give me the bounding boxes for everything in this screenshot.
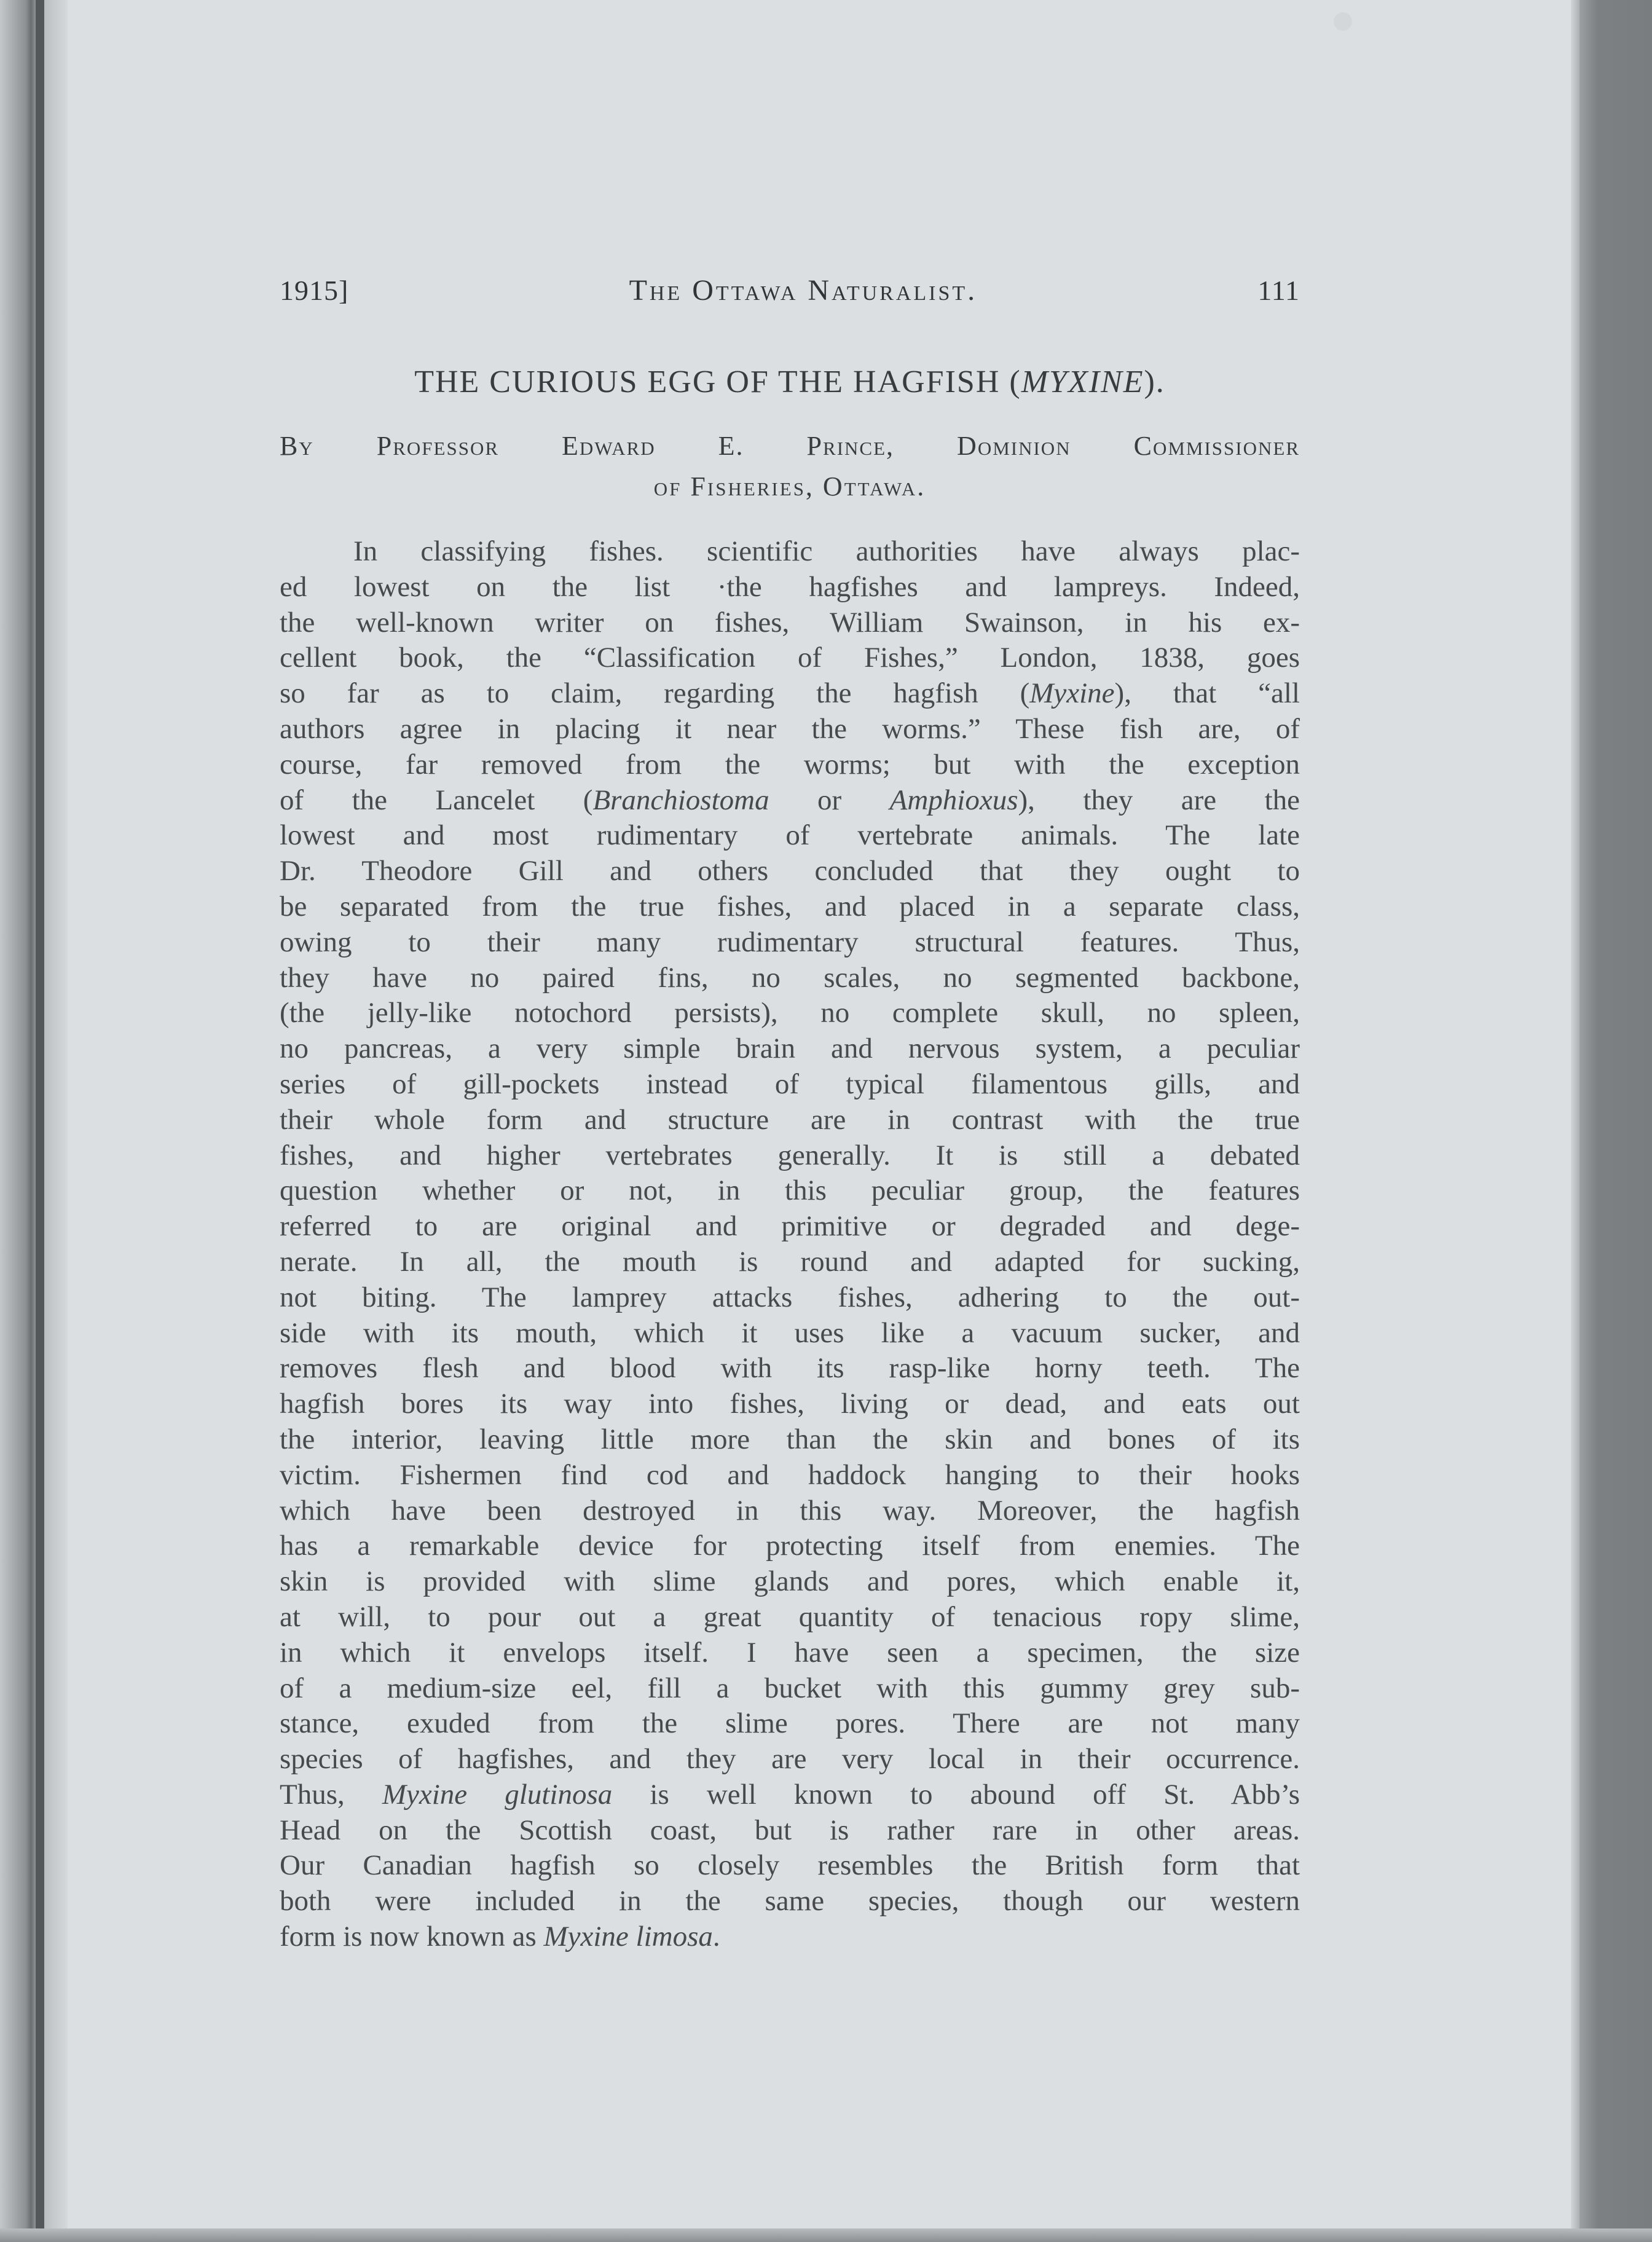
page-edge-shadow	[1571, 0, 1579, 2242]
title-genus: MYXINE	[1021, 364, 1144, 399]
body-line: referred to are original and primitive or degraded and dege-	[280, 1210, 1300, 1243]
body-line: at will, to pour out a great quantity of tenacious ropy slime,	[280, 1600, 1300, 1633]
speck	[1334, 12, 1352, 31]
body-line: in which it envelops itself. I have seen a specimen, the size	[280, 1636, 1300, 1669]
body-line: the interior, leaving little more than the skin and bones of its	[280, 1423, 1300, 1455]
body-line: has a remarkable device for protecting itself from enemies. The	[280, 1530, 1300, 1562]
body-line: of a medium-size eel, fill a bucket with this gummy grey sub-	[280, 1672, 1300, 1704]
body-line: stance, exuded from the slime pores. There are not many	[280, 1707, 1300, 1740]
binding-edge	[36, 0, 44, 2242]
body-line: lowest and most rudimentary of vertebrate animals. The late	[280, 819, 1300, 852]
title-close: ).	[1144, 364, 1165, 399]
page-content	[280, 273, 1300, 1955]
body-line: cellent book, the “Classification of Fishes,” London, 1838, goes	[280, 642, 1300, 674]
body-line: course, far removed from the worms; but with the exception	[280, 748, 1300, 781]
journal-name: The Ottawa Naturalist.	[629, 274, 978, 307]
byline-line-1: By Professor Edward E. Prince, Dominion Commissioner	[280, 431, 1300, 461]
article-title	[280, 364, 1300, 400]
body-line: owing to their many rudimentary structural features. Thus,	[280, 926, 1300, 958]
running-head	[280, 273, 1300, 307]
binding-shadow	[0, 0, 68, 2242]
body-line: Head on the Scottish coast, but is rather rare in other areas.	[280, 1814, 1300, 1846]
body-line: fishes, and higher vertebrates generally. It is still a debated	[280, 1139, 1300, 1171]
bottom-edge	[0, 2228, 1652, 2242]
body-line: skin is provided with slime glands and pores, which enable it,	[280, 1565, 1300, 1598]
body-line: species of hagfishes, and they are very local in their occurrence.	[280, 1743, 1300, 1776]
body-line: side with its mouth, which it uses like a vacuum sucker, and	[280, 1316, 1300, 1349]
body-line: authors agree in placing it near the worms.” These fish are, of	[280, 712, 1300, 745]
byline-line-2: of Fisheries, Ottawa.	[653, 471, 926, 502]
title-main: THE CURIOUS EGG OF THE HAGFISH (	[414, 364, 1021, 399]
year-marker: 1915]	[280, 275, 349, 306]
body-line: so far as to claim, regarding the hagfish (Myxine), that “all	[280, 677, 1300, 710]
body-line: series of gill-pockets instead of typical filamentous gills, and	[280, 1068, 1300, 1100]
body-line: (the jelly-like notochord persists), no complete skull, no spleen,	[280, 997, 1300, 1029]
body-line: the well-known writer on fishes, William Swainson, in his ex-	[280, 606, 1300, 639]
body-line: which have been destroyed in this way. Moreover, the hagfish	[280, 1494, 1300, 1527]
body-line: both were included in the same species, though our western	[280, 1885, 1300, 1918]
body-line: ed lowest on the list ·the hagfishes and lampreys. Indeed,	[280, 570, 1300, 603]
body-line: be separated from the true fishes, and placed in a separate class,	[280, 890, 1300, 922]
body-line: victim. Fishermen find cod and haddock hanging to their hooks	[280, 1458, 1300, 1491]
body-line: of the Lancelet (Branchiostoma or Amphioxus), they are the	[280, 784, 1300, 816]
body-line: not biting. The lamprey attacks fishes, adhering to the out-	[280, 1281, 1300, 1313]
body-line: question whether or not, in this peculiar group, the features	[280, 1174, 1300, 1207]
body-line: Our Canadian hagfish so closely resembles the British form that	[280, 1849, 1300, 1882]
body-line: they have no paired fins, no scales, no segmented backbone,	[280, 961, 1300, 994]
body-line: nerate. In all, the mouth is round and adapted for sucking,	[280, 1245, 1300, 1278]
body-line: In classifying fishes. scientific authorities have always plac-	[353, 535, 1300, 567]
body-line: Dr. Theodore Gill and others concluded that they ought to	[280, 855, 1300, 887]
scanner-bed-edge	[1579, 0, 1652, 2242]
body-line: no pancreas, a very simple brain and nervous system, a peculiar	[280, 1032, 1300, 1065]
article-body	[280, 534, 1300, 1955]
body-line: their whole form and structure are in contrast with the true	[280, 1103, 1300, 1136]
body-line: form is now known as Myxine limosa.	[280, 1921, 720, 1953]
body-line: removes flesh and blood with its rasp-like horny teeth. The	[280, 1352, 1300, 1385]
page-number: 111	[1257, 275, 1300, 306]
body-line: Thus, Myxine glutinosa is well known to abound off St. Abb’s	[280, 1778, 1300, 1811]
body-line: hagfish bores its way into fishes, living or dead, and eats out	[280, 1388, 1300, 1420]
